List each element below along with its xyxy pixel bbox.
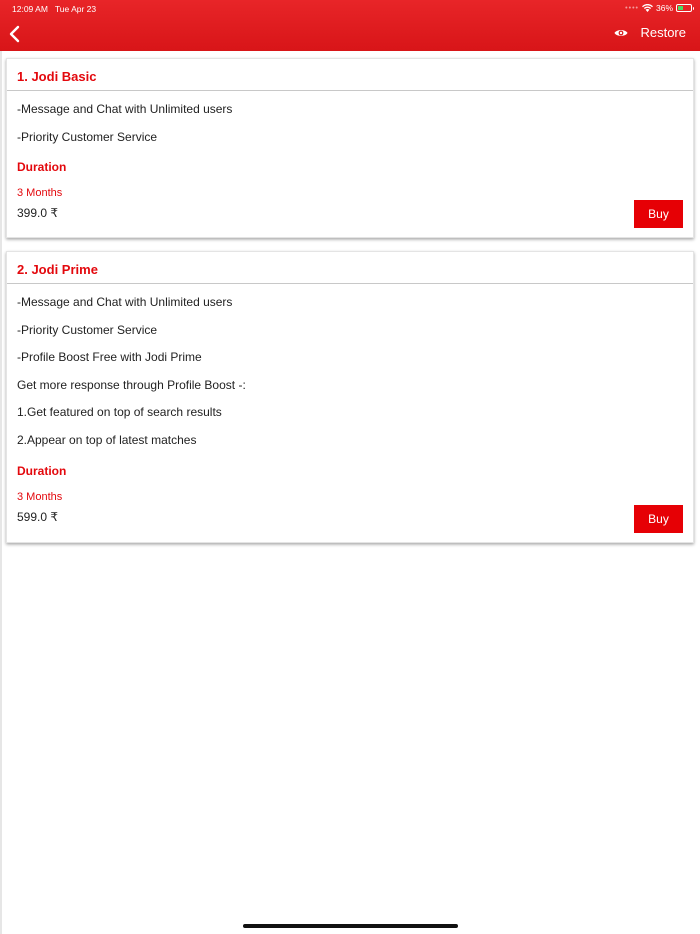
buy-button-jodi-prime[interactable]: Buy bbox=[634, 505, 683, 533]
plan-features bbox=[7, 91, 693, 158]
plan-feature: -Message and Chat with Unlimited users bbox=[17, 102, 233, 116]
duration-label: Duration bbox=[17, 160, 67, 175]
cellular-dots-icon: •••• bbox=[625, 4, 639, 12]
status-time-date bbox=[12, 4, 96, 14]
plan-feature: -Priority Customer Service bbox=[17, 129, 158, 144]
duration-label: Duration bbox=[17, 463, 67, 478]
plan-title: 1. Jodi Basic bbox=[7, 59, 693, 91]
plans-list bbox=[0, 51, 700, 934]
chevron-left-icon bbox=[7, 24, 23, 44]
plan-feature: 1.Get featured on top of search results bbox=[17, 405, 222, 420]
plan-feature: -Priority Customer Service bbox=[17, 322, 158, 337]
eye-icon bbox=[614, 28, 628, 38]
buy-button-jodi-basic[interactable]: Buy bbox=[634, 200, 683, 228]
plan-title: 2. Jodi Prime bbox=[7, 252, 693, 284]
duration-value: 3 Months bbox=[17, 490, 63, 503]
battery-percent: 36% bbox=[655, 3, 673, 13]
plan-price: 399.0 ₹ bbox=[17, 206, 58, 221]
status-indicators bbox=[625, 3, 692, 13]
plan-feature: -Profile Boost Free with Jodi Prime bbox=[17, 350, 202, 365]
plan-card-jodi-prime bbox=[6, 251, 694, 543]
duration-value: 3 Months bbox=[17, 187, 63, 200]
navigation-header bbox=[0, 0, 700, 51]
wifi-icon bbox=[642, 4, 653, 12]
plan-feature: -Message and Chat with Unlimited users bbox=[17, 295, 233, 309]
left-divider bbox=[0, 51, 2, 934]
home-indicator[interactable] bbox=[243, 924, 458, 928]
plan-feature: 2.Appear on top of latest matches bbox=[17, 432, 197, 447]
plan-card-jodi-basic bbox=[6, 58, 694, 238]
status-time: 12:09 AM bbox=[12, 4, 48, 14]
restore-label: Restore bbox=[640, 25, 686, 40]
status-bar bbox=[0, 0, 700, 16]
plan-price: 599.0 ₹ bbox=[17, 509, 58, 524]
plan-features bbox=[7, 284, 693, 462]
back-button[interactable] bbox=[7, 24, 23, 44]
status-date: Tue Apr 23 bbox=[54, 4, 97, 14]
restore-button[interactable] bbox=[614, 25, 686, 40]
battery-charging-icon bbox=[676, 4, 692, 12]
plan-feature: Get more response through Profile Boost -: bbox=[17, 377, 246, 392]
